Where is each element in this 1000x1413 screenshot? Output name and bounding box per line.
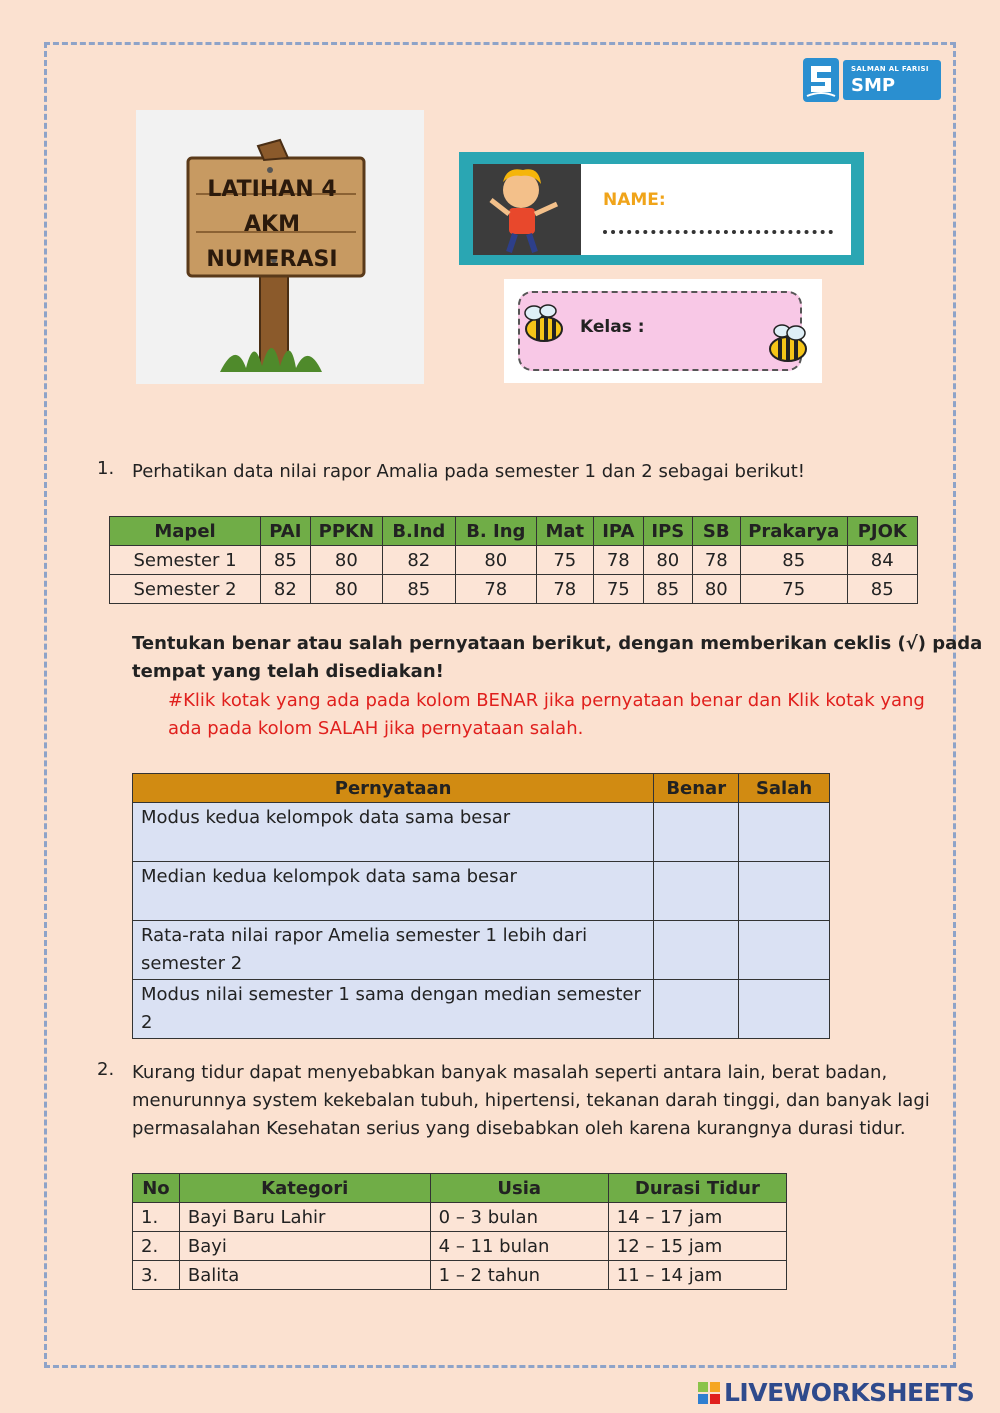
table-cell: 80 (644, 546, 693, 575)
column-header: Prakarya (740, 517, 847, 546)
table-cell: 85 (383, 575, 455, 604)
column-header: Mapel (110, 517, 261, 546)
table-cell: 80 (310, 546, 383, 575)
logo-text-box (843, 60, 941, 100)
table-header-row (110, 517, 918, 546)
logo-school-name: SALMAN AL FARISI (851, 65, 929, 73)
column-header: IPS (644, 517, 693, 546)
question-1-number: 1. (97, 458, 115, 479)
column-header: PPKN (310, 517, 383, 546)
kid-icon (473, 164, 581, 255)
table-cell: 75 (537, 546, 593, 575)
table-cell: 2. (133, 1232, 180, 1261)
bee-icon (516, 299, 568, 347)
statement-row (133, 803, 830, 862)
book-logo-icon (803, 58, 839, 102)
question-2-line-1: Kurang tidur dapat menyebabkan banyak masalah seperti antara lain, berat badan, (132, 1062, 888, 1083)
liveworksheets-brand: LIVEWORKSHEETS (724, 1378, 975, 1407)
table-row (110, 546, 918, 575)
statement-text: Rata-rata nilai rapor Amelia semester 1 lebih dari semester 2 (133, 921, 654, 980)
question-2-number: 2. (97, 1059, 115, 1080)
column-header: Salah (739, 774, 830, 803)
column-header: Usia (430, 1174, 608, 1203)
sleep-duration-table (132, 1173, 787, 1290)
benar-checkbox[interactable] (654, 980, 739, 1039)
logo-level: SMP (851, 75, 896, 96)
name-field (581, 164, 851, 255)
table-cell: 11 – 14 jam (608, 1261, 786, 1290)
column-header: IPA (593, 517, 643, 546)
table-cell: 75 (740, 575, 847, 604)
liveworksheets-logo-icon (698, 1382, 720, 1404)
table-cell: 75 (593, 575, 643, 604)
instruction-line-2: tempat yang telah disediakan! (132, 661, 444, 682)
bee-icon (762, 319, 814, 367)
question-1-text: Perhatikan data nilai rapor Amalia pada semester 1 dan 2 sebagai berikut! (132, 461, 805, 482)
sign-line-2: AKM (244, 212, 300, 237)
table-cell: Semester 2 (110, 575, 261, 604)
statement-row (133, 921, 830, 980)
table-cell: 80 (692, 575, 740, 604)
table-cell: 85 (644, 575, 693, 604)
question-2-line-3: permasalahan Kesehatan serius yang disebabkan oleh karena kurangnya durasi tidur. (132, 1118, 906, 1139)
table-cell: 82 (261, 575, 311, 604)
column-header: B. Ing (455, 517, 537, 546)
grades-table (109, 516, 918, 604)
kelas-card (504, 279, 822, 383)
table-cell: 85 (847, 575, 917, 604)
table-cell: Balita (179, 1261, 430, 1290)
column-header: PAI (261, 517, 311, 546)
table-header-row (133, 774, 830, 803)
column-header: Benar (654, 774, 739, 803)
name-dotted-line (603, 230, 833, 234)
table-cell: 14 – 17 jam (608, 1203, 786, 1232)
salah-checkbox[interactable] (739, 921, 830, 980)
column-header: Kategori (179, 1174, 430, 1203)
name-label: NAME: (603, 190, 666, 210)
salah-checkbox[interactable] (739, 862, 830, 921)
hint-line-2: ada pada kolom SALAH jika pernyataan salah. (168, 718, 584, 739)
hint-line-1: #Klik kotak yang ada pada kolom BENAR jika pernyataan benar dan Klik kotak yang (168, 690, 925, 711)
statement-text: Modus nilai semester 1 sama dengan median semester 2 (133, 980, 654, 1039)
benar-checkbox[interactable] (654, 862, 739, 921)
column-header: B.Ind (383, 517, 455, 546)
table-cell: 84 (847, 546, 917, 575)
table-cell: Bayi Baru Lahir (179, 1203, 430, 1232)
table-cell: 78 (455, 575, 537, 604)
salah-checkbox[interactable] (739, 980, 830, 1039)
sign-title (192, 172, 352, 277)
table-cell: 82 (383, 546, 455, 575)
table-cell: 80 (310, 575, 383, 604)
column-header: No (133, 1174, 180, 1203)
kid-illustration (473, 164, 581, 255)
table-row (133, 1261, 787, 1290)
salah-checkbox[interactable] (739, 803, 830, 862)
column-header: PJOK (847, 517, 917, 546)
table-cell: 85 (740, 546, 847, 575)
table-row (133, 1203, 787, 1232)
benar-checkbox[interactable] (654, 921, 739, 980)
kelas-label: Kelas : (580, 317, 645, 337)
table-header-row (133, 1174, 787, 1203)
statement-text: Median kedua kelompok data sama besar (133, 862, 654, 921)
table-cell: 85 (261, 546, 311, 575)
table-cell: Bayi (179, 1232, 430, 1261)
table-cell: 1 – 2 tahun (430, 1261, 608, 1290)
table-row (110, 575, 918, 604)
instruction-line-1: Tentukan benar atau salah pernyataan berikut, dengan memberikan ceklis (√) pada (132, 633, 983, 654)
question-2-line-2: menurunnya system kekebalan tubuh, hipertensi, tekanan darah tinggi, dan banyak lagi (132, 1090, 930, 1111)
table-cell: 78 (593, 546, 643, 575)
table-cell: 1. (133, 1203, 180, 1232)
title-sign-image (136, 110, 424, 384)
table-cell: 80 (455, 546, 537, 575)
column-header: Pernyataan (133, 774, 654, 803)
statements-table (132, 773, 830, 1039)
name-card (459, 152, 864, 265)
table-cell: 4 – 11 bulan (430, 1232, 608, 1261)
table-cell: 78 (692, 546, 740, 575)
table-cell: 12 – 15 jam (608, 1232, 786, 1261)
table-cell: Semester 1 (110, 546, 261, 575)
column-header: Durasi Tidur (608, 1174, 786, 1203)
sign-line-3: NUMERASI (206, 247, 338, 272)
table-cell: 0 – 3 bulan (430, 1203, 608, 1232)
column-header: Mat (537, 517, 593, 546)
sign-line-1: LATIHAN 4 (207, 177, 337, 202)
benar-checkbox[interactable] (654, 803, 739, 862)
column-header: SB (692, 517, 740, 546)
table-cell: 78 (537, 575, 593, 604)
table-cell: 3. (133, 1261, 180, 1290)
statement-row (133, 862, 830, 921)
statement-row (133, 980, 830, 1039)
table-row (133, 1232, 787, 1261)
school-logo (803, 58, 941, 104)
statement-text: Modus kedua kelompok data sama besar (133, 803, 654, 862)
